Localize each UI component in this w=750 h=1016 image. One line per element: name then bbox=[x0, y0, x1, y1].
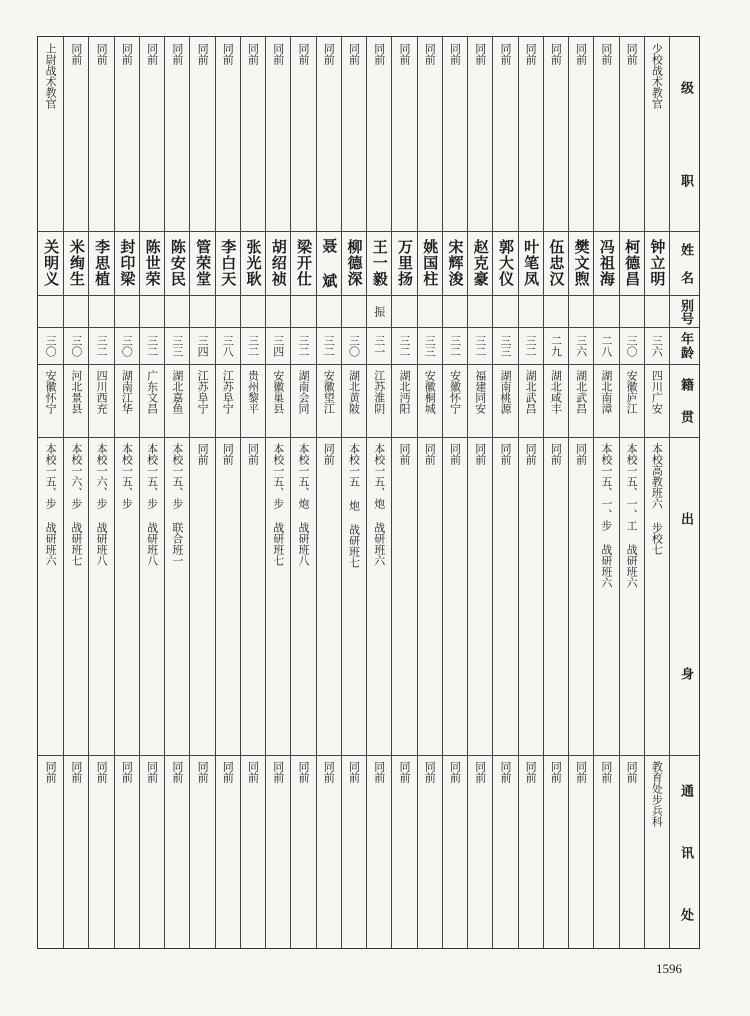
contact-cell: 教育处步兵科 bbox=[650, 761, 664, 827]
contact-cell: 同前 bbox=[95, 761, 109, 783]
origin-cell: 本校一五、步 战研班六 bbox=[44, 443, 58, 566]
rank-cell: 同前 bbox=[95, 43, 109, 65]
alias-cell bbox=[38, 301, 63, 321]
contact-cell: 同前 bbox=[397, 761, 411, 783]
native-cell: 安徽望江 bbox=[322, 370, 336, 414]
table-row bbox=[619, 37, 644, 948]
origin-cell: 本校一五、步 联合班一 bbox=[170, 443, 184, 566]
alias-cell bbox=[140, 301, 164, 321]
age-cell: 三二 bbox=[448, 334, 462, 357]
origin-cell: 同前 bbox=[221, 443, 235, 465]
name-cell: 赵克豪 bbox=[471, 239, 490, 287]
contact-cell: 同前 bbox=[221, 761, 235, 783]
native-cell: 四川西充 bbox=[95, 370, 109, 414]
native-cell: 湖北黄陂 bbox=[347, 370, 361, 414]
age-cell: 三六 bbox=[574, 334, 588, 357]
contact-cell: 同前 bbox=[246, 761, 260, 783]
table-row bbox=[265, 37, 290, 948]
name-cell: 姚国柱 bbox=[421, 239, 440, 287]
name-cell: 叶笔凤 bbox=[522, 239, 541, 287]
origin-cell: 本校一五 炮 战研班七 bbox=[347, 443, 361, 568]
native-cell: 湖南桃源 bbox=[498, 370, 512, 414]
age-cell: 三二 bbox=[524, 334, 538, 357]
age-cell: 二八 bbox=[599, 334, 613, 357]
header-contact: 通 讯 处 bbox=[678, 783, 693, 922]
native-cell: 四川广安 bbox=[650, 370, 664, 414]
age-cell: 三三 bbox=[498, 334, 512, 357]
age-cell: 三二 bbox=[297, 334, 311, 357]
name-cell: 聂 斌 bbox=[320, 237, 339, 289]
alias-cell bbox=[190, 301, 214, 321]
table-row bbox=[467, 37, 492, 948]
header-native: 籍 贯 bbox=[678, 377, 693, 424]
alias-cell bbox=[241, 301, 265, 321]
name-cell: 李思植 bbox=[93, 239, 112, 287]
native-cell: 安徽桐城 bbox=[423, 370, 437, 414]
native-cell: 江苏淮阴 bbox=[372, 370, 386, 414]
contact-cell: 同前 bbox=[372, 761, 386, 783]
rank-cell: 同前 bbox=[498, 43, 512, 65]
native-cell: 广东文昌 bbox=[145, 370, 159, 414]
name-cell: 王一毅 bbox=[370, 239, 389, 287]
alias-cell bbox=[317, 301, 341, 321]
origin-cell: 同前 bbox=[246, 443, 260, 465]
name-cell: 柯德昌 bbox=[623, 239, 642, 287]
origin-cell: 本校高教班六 步校七 bbox=[650, 443, 664, 555]
header-alias: 别 号 bbox=[678, 299, 693, 325]
name-cell: 钟立明 bbox=[648, 239, 667, 287]
rank-cell: 同前 bbox=[599, 43, 613, 65]
alias-cell bbox=[645, 301, 669, 321]
alias-cell bbox=[594, 301, 618, 321]
table-row bbox=[114, 37, 139, 948]
rank-cell: 上尉战术教官 bbox=[44, 43, 58, 109]
alias-cell bbox=[468, 301, 492, 321]
contact-cell: 同前 bbox=[448, 761, 462, 783]
alias-cell bbox=[266, 301, 290, 321]
name-cell: 万里扬 bbox=[395, 239, 414, 287]
table-row bbox=[518, 37, 543, 948]
name-cell: 伍忠汉 bbox=[547, 239, 566, 287]
table-row bbox=[492, 37, 517, 948]
rank-cell: 同前 bbox=[625, 43, 639, 65]
table-row bbox=[568, 37, 593, 948]
table-row bbox=[341, 37, 366, 948]
alias-cell bbox=[165, 301, 189, 321]
name-cell: 管荣堂 bbox=[194, 239, 213, 287]
rank-cell: 同前 bbox=[322, 43, 336, 65]
alias-cell bbox=[342, 301, 366, 321]
header-age: 年 龄 bbox=[678, 331, 693, 360]
native-cell: 湖北武昌 bbox=[524, 370, 538, 414]
age-cell: 三二 bbox=[145, 334, 159, 357]
name-cell: 米绚生 bbox=[67, 239, 86, 287]
header-name: 姓 名 bbox=[678, 242, 693, 284]
alias-cell bbox=[216, 301, 240, 321]
name-cell: 宋辉浚 bbox=[446, 239, 465, 287]
table-row bbox=[593, 37, 618, 948]
origin-cell: 本校一五、步 战研班八 bbox=[145, 443, 159, 566]
alias-cell bbox=[89, 301, 113, 321]
rank-cell: 同前 bbox=[69, 43, 83, 65]
name-cell: 梁开仕 bbox=[295, 239, 314, 287]
contact-cell: 同前 bbox=[170, 761, 184, 783]
alias-cell bbox=[392, 301, 416, 321]
table-row bbox=[38, 37, 63, 948]
page-number: 1596 bbox=[656, 961, 682, 976]
native-cell: 湖北嘉鱼 bbox=[170, 370, 184, 414]
rank-cell: 同前 bbox=[145, 43, 159, 65]
age-cell: 三二 bbox=[397, 334, 411, 357]
alias-cell bbox=[291, 301, 315, 321]
age-cell: 三二 bbox=[246, 334, 260, 357]
table-row bbox=[391, 37, 416, 948]
name-cell: 李白天 bbox=[219, 239, 238, 287]
native-cell: 江苏阜宁 bbox=[196, 370, 210, 414]
native-cell: 江苏阜宁 bbox=[221, 370, 235, 414]
age-cell: 三一 bbox=[372, 334, 386, 357]
origin-cell: 本校一五、炮 战研班八 bbox=[297, 443, 311, 566]
name-cell: 陈安民 bbox=[168, 239, 187, 287]
native-cell: 湖南江华 bbox=[120, 370, 134, 414]
alias-cell bbox=[493, 301, 517, 321]
alias-cell: 振 bbox=[372, 305, 386, 317]
rank-cell: 同前 bbox=[448, 43, 462, 65]
rank-cell: 同前 bbox=[297, 43, 311, 65]
age-cell: 三二 bbox=[322, 334, 336, 357]
origin-cell: 本校一五、炮 战研班六 bbox=[372, 443, 386, 566]
rank-cell: 同前 bbox=[221, 43, 235, 65]
alias-cell bbox=[443, 301, 467, 321]
name-cell: 张光耿 bbox=[244, 239, 263, 287]
age-cell: 三四 bbox=[271, 334, 285, 357]
rank-cell: 同前 bbox=[524, 43, 538, 65]
name-cell: 郭大仪 bbox=[496, 239, 515, 287]
native-cell: 湖北武昌 bbox=[574, 370, 588, 414]
age-cell: 三〇 bbox=[347, 334, 361, 357]
age-cell: 三三 bbox=[170, 334, 184, 357]
origin-cell: 本校一五、一、步 战研班六 bbox=[599, 443, 613, 588]
age-cell: 三二 bbox=[473, 334, 487, 357]
table-row bbox=[290, 37, 315, 948]
contact-cell: 同前 bbox=[423, 761, 437, 783]
native-cell: 安徽怀宁 bbox=[44, 370, 58, 414]
origin-cell: 本校一六、步 战研班八 bbox=[95, 443, 109, 566]
header-rank: 级 职 bbox=[678, 81, 693, 187]
rank-cell: 同前 bbox=[120, 43, 134, 65]
origin-cell: 本校一五、步 战研班七 bbox=[271, 443, 285, 566]
alias-cell bbox=[519, 301, 543, 321]
table-row bbox=[215, 37, 240, 948]
table-row bbox=[366, 37, 391, 948]
origin-cell: 同前 bbox=[423, 443, 437, 465]
table-row bbox=[543, 37, 568, 948]
rank-cell: 同前 bbox=[423, 43, 437, 65]
table-row bbox=[644, 37, 669, 948]
age-cell: 三二 bbox=[95, 334, 109, 357]
name-cell: 胡绍祯 bbox=[269, 239, 288, 287]
table-row bbox=[189, 37, 214, 948]
age-cell: 三四 bbox=[196, 334, 210, 357]
age-cell: 三〇 bbox=[69, 334, 83, 357]
rank-cell: 同前 bbox=[170, 43, 184, 65]
origin-cell: 同前 bbox=[574, 443, 588, 465]
age-cell: 三三 bbox=[423, 334, 437, 357]
native-cell: 安徽庐江 bbox=[625, 370, 639, 414]
rank-cell: 同前 bbox=[473, 43, 487, 65]
age-cell: 三〇 bbox=[625, 334, 639, 357]
rank-cell: 同前 bbox=[372, 43, 386, 65]
personnel-table bbox=[37, 36, 700, 949]
rank-cell: 少校战术教官 bbox=[650, 43, 664, 109]
table-row bbox=[63, 37, 88, 948]
contact-cell: 同前 bbox=[599, 761, 613, 783]
alias-cell bbox=[620, 301, 644, 321]
origin-cell: 同前 bbox=[322, 443, 336, 465]
table-row bbox=[164, 37, 189, 948]
contact-cell: 同前 bbox=[271, 761, 285, 783]
table-row bbox=[240, 37, 265, 948]
contact-cell: 同前 bbox=[69, 761, 83, 783]
native-cell: 福建同安 bbox=[473, 370, 487, 414]
age-cell: 三六 bbox=[650, 334, 664, 357]
rank-cell: 同前 bbox=[347, 43, 361, 65]
origin-cell: 同前 bbox=[196, 443, 210, 465]
header-origin: 出 身 bbox=[678, 512, 693, 680]
contact-cell: 同前 bbox=[120, 761, 134, 783]
table-row bbox=[316, 37, 341, 948]
alias-cell bbox=[115, 301, 139, 321]
table-row bbox=[417, 37, 442, 948]
age-cell: 三八 bbox=[221, 334, 235, 357]
rank-cell: 同前 bbox=[574, 43, 588, 65]
table-row bbox=[442, 37, 467, 948]
rank-cell: 同前 bbox=[246, 43, 260, 65]
rank-cell: 同前 bbox=[397, 43, 411, 65]
origin-cell: 同前 bbox=[473, 443, 487, 465]
native-cell: 贵州黎平 bbox=[246, 370, 260, 414]
native-cell: 河北景县 bbox=[69, 370, 83, 414]
origin-cell: 本校一五、一、工 战研班六 bbox=[625, 443, 639, 588]
name-cell: 关明义 bbox=[42, 239, 61, 287]
native-cell: 安徽怀宁 bbox=[448, 370, 462, 414]
name-cell: 柳德深 bbox=[345, 239, 364, 287]
rank-cell: 同前 bbox=[271, 43, 285, 65]
contact-cell: 同前 bbox=[322, 761, 336, 783]
origin-cell: 同前 bbox=[448, 443, 462, 465]
alias-cell bbox=[64, 301, 88, 321]
contact-cell: 同前 bbox=[145, 761, 159, 783]
native-cell: 湖北咸丰 bbox=[549, 370, 563, 414]
origin-cell: 同前 bbox=[498, 443, 512, 465]
native-cell: 安徽巢县 bbox=[271, 370, 285, 414]
age-cell: 二九 bbox=[549, 334, 563, 357]
native-cell: 湖南会同 bbox=[297, 370, 311, 414]
contact-cell: 同前 bbox=[524, 761, 538, 783]
name-cell: 冯祖海 bbox=[597, 239, 616, 287]
origin-cell: 同前 bbox=[549, 443, 563, 465]
origin-cell: 同前 bbox=[524, 443, 538, 465]
age-cell: 三〇 bbox=[44, 334, 58, 357]
alias-cell bbox=[569, 301, 593, 321]
name-cell: 封印梁 bbox=[118, 239, 137, 287]
alias-cell bbox=[544, 301, 568, 321]
origin-cell: 同前 bbox=[397, 443, 411, 465]
table-row bbox=[139, 37, 164, 948]
contact-cell: 同前 bbox=[625, 761, 639, 783]
contact-cell: 同前 bbox=[473, 761, 487, 783]
origin-cell: 本校一六、步 战研班七 bbox=[69, 443, 83, 566]
name-cell: 陈世荣 bbox=[143, 239, 162, 287]
table-row bbox=[88, 37, 113, 948]
contact-cell: 同前 bbox=[498, 761, 512, 783]
contact-cell: 同前 bbox=[196, 761, 210, 783]
header-column bbox=[669, 37, 701, 948]
rank-cell: 同前 bbox=[196, 43, 210, 65]
contact-cell: 同前 bbox=[44, 761, 58, 783]
native-cell: 湖北南漳 bbox=[599, 370, 613, 414]
contact-cell: 同前 bbox=[297, 761, 311, 783]
name-cell: 樊文煦 bbox=[572, 239, 591, 287]
rank-cell: 同前 bbox=[549, 43, 563, 65]
origin-cell: 本校一五、步 bbox=[120, 443, 134, 509]
contact-cell: 同前 bbox=[574, 761, 588, 783]
age-cell: 三〇 bbox=[120, 334, 134, 357]
native-cell: 湖北沔阳 bbox=[397, 370, 411, 414]
alias-cell bbox=[418, 301, 442, 321]
contact-cell: 同前 bbox=[347, 761, 361, 783]
contact-cell: 同前 bbox=[549, 761, 563, 783]
